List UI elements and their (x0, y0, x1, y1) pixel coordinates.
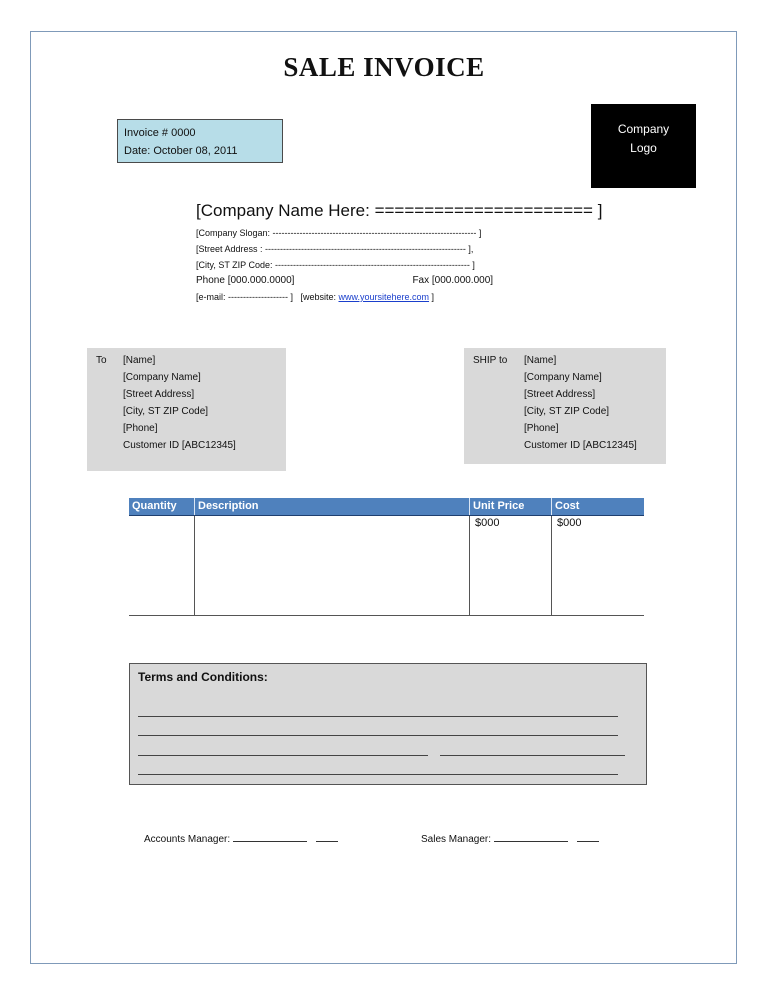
logo-line-2: Logo (630, 141, 657, 155)
sales-manager-label: Sales Manager: (421, 834, 492, 845)
website-suffix: ] (429, 292, 435, 302)
ship-to-label: SHIP to (473, 355, 508, 366)
items-table (129, 498, 644, 616)
bill-to-street[interactable]: [Street Address] (123, 389, 195, 400)
header-unit-price: Unit Price (469, 498, 551, 515)
bill-to-phone[interactable]: [Phone] (123, 423, 158, 434)
invoice-number[interactable]: Invoice # 0000 (124, 127, 196, 139)
invoice-info-box (117, 119, 283, 163)
table-header (129, 498, 644, 516)
accounts-manager-line[interactable] (233, 831, 307, 842)
company-street[interactable]: [Street Address : ------------------------------------------------------------------- ], (196, 244, 474, 254)
company-email[interactable]: [e-mail: -------------------- ] (196, 292, 293, 302)
ship-to-city[interactable]: [City, ST ZIP Code] (524, 406, 610, 417)
website-prefix: [website: (300, 292, 339, 302)
company-name[interactable]: [Company Name Here: ====================== ] (196, 201, 603, 220)
ship-to-phone[interactable]: [Phone] (524, 423, 559, 434)
cell-quantity[interactable] (129, 516, 194, 615)
company-logo (591, 104, 696, 188)
terms-title: Terms and Conditions: (138, 670, 268, 684)
sales-manager-signature (421, 831, 599, 845)
terms-line-2[interactable] (138, 735, 618, 736)
company-slogan[interactable]: [Company Slogan: -------------------------------------------------------------------- ] (196, 228, 482, 238)
sales-manager-date-line[interactable] (577, 831, 599, 842)
company-web-row (196, 289, 602, 305)
header-quantity: Quantity (132, 500, 177, 512)
cell-unit-price[interactable]: $000 (469, 516, 551, 615)
bill-to-label: To (96, 355, 107, 366)
terms-box (129, 663, 647, 785)
document-title: SALE INVOICE (283, 52, 485, 82)
cell-cost[interactable]: $000 (551, 516, 644, 615)
company-fax[interactable]: Fax [000.000.000] (412, 275, 494, 286)
company-phone[interactable]: Phone [000.000.0000] (196, 275, 295, 286)
logo-line-1: Company (617, 122, 670, 136)
terms-line-3b[interactable] (440, 755, 625, 756)
bill-to-name[interactable]: [Name] (123, 355, 156, 366)
header-description: Description (194, 498, 469, 515)
terms-line-1[interactable] (138, 716, 618, 717)
website-link[interactable]: www.yoursitehere.com (338, 292, 430, 302)
ship-to-customer-id[interactable]: Customer ID [ABC12345] (524, 440, 637, 451)
bill-to-box (87, 348, 286, 471)
ship-to-company[interactable]: [Company Name] (524, 372, 602, 383)
bill-to-customer-id[interactable]: Customer ID [ABC12345] (123, 440, 236, 451)
company-city[interactable]: [City, ST ZIP Code: ----------------------------------------------------------------- ] (196, 260, 475, 270)
sales-manager-line[interactable] (494, 831, 568, 842)
ship-to-street[interactable]: [Street Address] (524, 389, 596, 400)
bill-to-city[interactable]: [City, ST ZIP Code] (123, 406, 209, 417)
company-contact-row (196, 273, 602, 289)
accounts-manager-date-line[interactable] (316, 831, 338, 842)
company-info (196, 200, 602, 305)
accounts-manager-signature (144, 831, 338, 845)
accounts-manager-label: Accounts Manager: (144, 834, 231, 845)
header-cost: Cost (551, 498, 644, 515)
cell-description[interactable] (194, 516, 469, 615)
table-row (129, 516, 644, 616)
ship-to-box (464, 348, 666, 464)
bill-to-company[interactable]: [Company Name] (123, 372, 201, 383)
ship-to-name[interactable]: [Name] (524, 355, 557, 366)
terms-line-3a[interactable] (138, 755, 428, 756)
terms-line-4[interactable] (138, 774, 618, 775)
invoice-date[interactable]: Date: October 08, 2011 (124, 145, 238, 157)
